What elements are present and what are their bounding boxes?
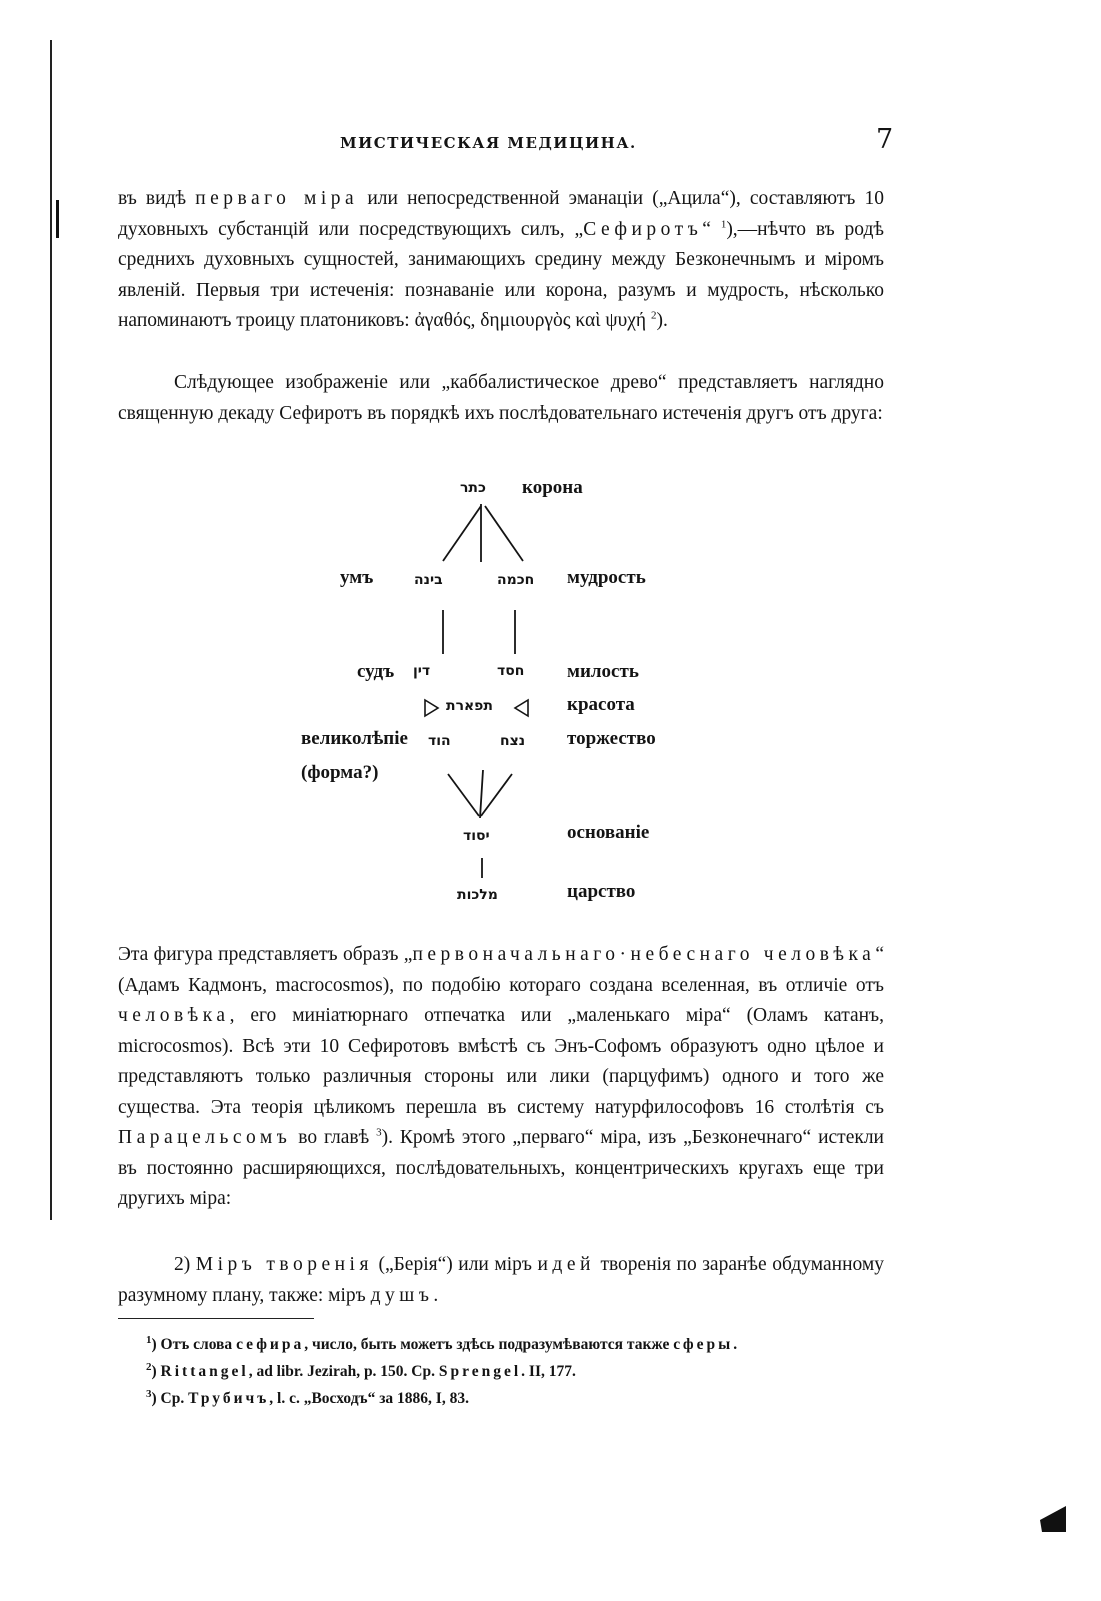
hod-label: великолѣпіе bbox=[301, 728, 408, 749]
malkhut-label: царство bbox=[567, 881, 636, 902]
binah-hebrew: בינה bbox=[414, 572, 443, 588]
footnote-1: $^1$) Отъ слова сефира, число, быть можетъ здѣсь подразумѣваются также сферы. bbox=[146, 1333, 738, 1353]
hod-hebrew: הוד bbox=[428, 733, 451, 749]
page-number: 7 bbox=[876, 124, 894, 155]
keter-label: корона bbox=[522, 477, 583, 498]
tiferet-hebrew: תפארת bbox=[446, 698, 493, 714]
footnote-2: $^2$) Rittangel, ad libr. Jezirah, p. 150. Cp. Sprengel. II, 177. bbox=[146, 1360, 576, 1380]
forma-label: (форма?) bbox=[301, 762, 379, 783]
chokhmah-label: мудрость bbox=[567, 567, 646, 588]
chokhmah-hebrew: חכמה bbox=[497, 572, 535, 588]
din-hebrew: דין bbox=[413, 663, 431, 679]
footnote-ref-1: 1 bbox=[720, 218, 727, 230]
paragraph-3: Эта фигура представляетъ образъ „первоначальнаго·небеснаго человѣка“ (Адамъ Кадмонъ, macrocosmos), по подобію котораго создана вселенная, въ отличіе отъ человѣка, его миніатюрнаго отпечатка или „маленькаго міра“ (Оламъ катанъ, microcosmos). Всѣ эти 10 Сефиротовъ вмѣстѣ съ Энъ-Софомъ образуютъ одно цѣлое и представляютъ только различныя стороны или лики (парцуфимъ) одного и того же существа. Эта теорія цѣликомъ перешла въ систему натурфилософовъ 16 столѣтія съ Парацельсомъ во главѣ $^3$). Кромѣ этого „перваго“ міра, изъ „Безконечнаго“ истекли въ постоянно расширяющихся, послѣдовательныхъ, концентрическихъ кругахъ еще три другихъ міра: bbox=[118, 944, 884, 1209]
malkhut-hebrew: מלכות bbox=[457, 887, 498, 903]
running-header: МИСТИЧЕСКАЯ МЕДИЦИНА. bbox=[340, 134, 637, 152]
footnote-3: $^3$) Ср. Трубичъ, l. c. „Восходъ“ за 1886, I, 83. bbox=[146, 1387, 469, 1407]
chesed-hebrew: חסד bbox=[497, 663, 525, 679]
binah-label: умъ bbox=[340, 567, 374, 588]
paragraph-2: Слѣдующее изображеніе или „каббалистическое древо“ представляетъ наглядно священную декаду Сефиротъ въ порядкѣ ихъ послѣдовательнаго истеченія другъ отъ друга: bbox=[118, 372, 884, 424]
paragraph-1: въ видѣ перваго міра или непосредственной эманаціи („Ацила“), составляютъ 10 духовныхъ субстанцій или посредствующихъ силъ, „Сефиротъ“ $^1$),—нѣчто въ родѣ среднихъ духовныхъ сущностей, занимающихъ средину между Безконечнымъ и міромъ явленій. Первыя три истеченія: познаваніе или корона, разумъ и мудрость, нѣсколько напоминаютъ троицу платониковъ: ἀγαθός, δημιουργὸς καὶ ψυχή $^2$). bbox=[118, 188, 885, 331]
chesed-label: милость bbox=[567, 661, 639, 682]
yesod-label: основаніе bbox=[567, 822, 650, 843]
footnote-ref-2: 2 bbox=[650, 309, 657, 322]
corner-blot bbox=[1040, 1506, 1066, 1532]
yesod-hebrew: יסוד bbox=[463, 828, 490, 844]
keter-hebrew: כתר bbox=[460, 480, 486, 496]
din-label: судъ bbox=[357, 661, 395, 682]
tiferet-label: красота bbox=[567, 694, 635, 715]
netzach-label: торжество bbox=[567, 728, 656, 749]
paragraph-4: 2) Міръ творенія („Берія“) или міръ идей творенія по заранѣе обдуманному разумному плану, также: міръ душъ. bbox=[118, 1254, 884, 1306]
footnote-ref-3: 3 bbox=[376, 1126, 382, 1139]
netzach-hebrew: נצח bbox=[500, 733, 526, 749]
